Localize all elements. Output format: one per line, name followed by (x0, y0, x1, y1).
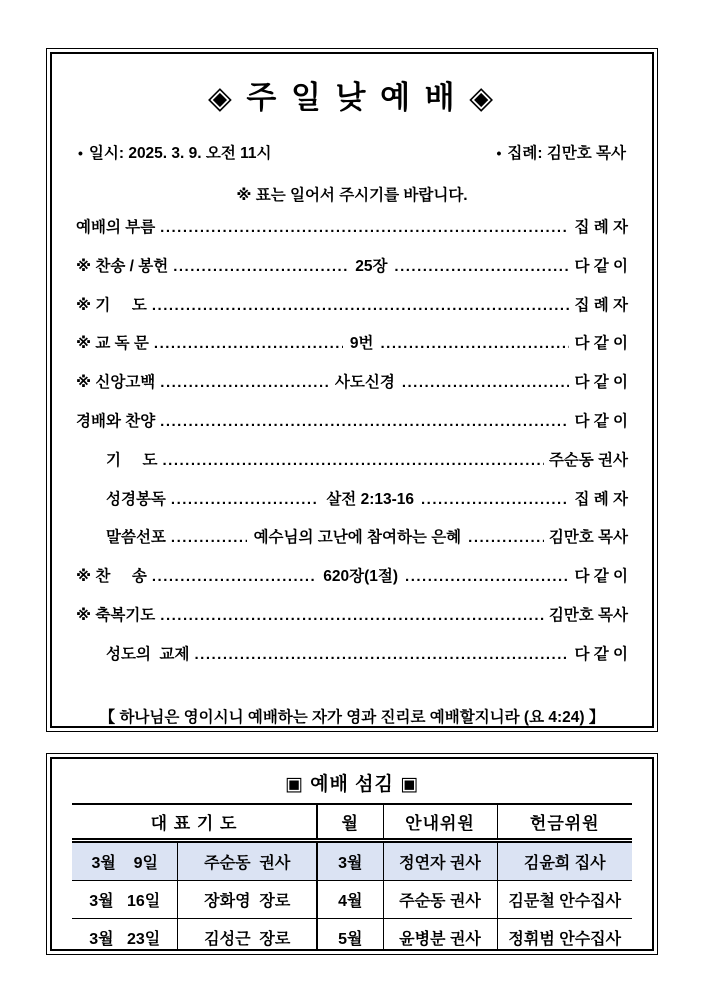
service-item-label: ※ 교 독 문 (76, 335, 149, 353)
dot-leader (171, 491, 319, 509)
service-item-person: 김만호 목사 (548, 606, 628, 624)
service-item-label: ※ 기 도 (76, 296, 147, 314)
service-item-person: 다 같 이 (574, 335, 628, 353)
scripture-quote: 【 하나님은 영이시니 예배하는 자가 영과 진리로 예배할지니라 (요 4:24) 】 (99, 708, 605, 726)
cell-prayer-person: 장화영 장로 (178, 881, 317, 919)
dot-leader (160, 219, 569, 237)
service-line (76, 293, 628, 332)
service-item-detail: 25장 (355, 257, 388, 275)
column-header-offering: 헌금위원 (497, 804, 632, 841)
cell-usher-person: 주순동 권사 (383, 881, 497, 919)
service-item-person: 집 례 자 (574, 296, 628, 314)
service-item-person: 다 같 이 (574, 374, 628, 392)
dot-leader (394, 258, 569, 276)
table-row (72, 919, 632, 952)
service-item-detail: 620장(1절) (323, 568, 399, 586)
service-line (76, 331, 628, 370)
service-item-label: 예배의 부름 (76, 219, 156, 236)
dot-leader (160, 413, 569, 431)
cell-prayer-person: 주순동 권사 (178, 841, 317, 881)
dot-leader (154, 335, 343, 353)
service-line (76, 215, 628, 254)
dot-leader (405, 568, 569, 586)
dot-leader (152, 568, 316, 586)
service-line (76, 603, 628, 642)
service-item-person: 다 같 이 (574, 645, 628, 663)
service-item-label: 말씀선포 (106, 529, 166, 547)
service-item-detail: 예수님의 고난에 참여하는 은혜 (253, 529, 462, 547)
cell-month: 3월 (317, 841, 383, 881)
service-item-person: 다 같 이 (574, 257, 628, 275)
service-datetime (78, 141, 272, 163)
dot-leader (152, 297, 570, 315)
column-header-representative-prayer: 대 표 기 도 (72, 804, 317, 841)
service-item-detail: 9번 (349, 335, 374, 353)
cell-prayer-date: 3월 23일 (72, 919, 178, 952)
worship-order-box-inner (50, 52, 654, 728)
service-item-person: 다 같 이 (574, 412, 628, 430)
cell-prayer-date: 3월 16일 (72, 881, 178, 919)
cell-offering-person: 정휘범 안수집사 (497, 919, 632, 952)
service-item-label: 성경봉독 (106, 490, 166, 508)
service-item-label: 경배와 찬양 (76, 412, 156, 430)
service-item-label: 기 도 (106, 451, 158, 469)
dot-leader (380, 335, 569, 353)
stand-note: ※ 표는 일어서 주시기를 바랍니다. (236, 187, 468, 204)
service-line (76, 642, 628, 681)
dot-leader (402, 374, 570, 392)
service-datetime-text: 일시: 2025. 3. 9. 오전 11시 (88, 145, 272, 162)
dot-leader (173, 258, 348, 276)
service-item-person: 다 같 이 (574, 568, 628, 586)
service-item-label: 성도의 교제 (106, 645, 190, 663)
bullet-icon: • (78, 145, 83, 161)
service-item-person: 집 례 자 (574, 490, 628, 508)
cell-month: 5월 (317, 919, 383, 952)
service-item-detail: 살전 2:13-16 (326, 490, 415, 508)
service-order-list (76, 215, 628, 681)
dot-leader (468, 529, 544, 547)
service-item-person: 집 례 자 (574, 219, 628, 236)
cell-usher-person: 정연자 권사 (383, 841, 497, 881)
service-line (76, 448, 628, 487)
service-line (76, 525, 628, 564)
serving-table-header-row (72, 804, 632, 841)
service-line (76, 254, 628, 293)
table-row (72, 841, 632, 881)
serving-title: ▣ 예배 섬김 ▣ (284, 774, 420, 795)
service-officiant-text: 집례: 김만호 목사 (507, 145, 626, 162)
service-item-label: ※ 축복기도 (76, 606, 156, 624)
dot-leader (171, 529, 247, 547)
dot-leader (160, 374, 328, 392)
cell-month: 4월 (317, 881, 383, 919)
cell-offering-person: 김윤희 집사 (497, 841, 632, 881)
cell-prayer-date: 3월 9일 (72, 841, 178, 881)
worship-order-box (46, 48, 658, 732)
service-item-detail: 사도신경 (334, 374, 395, 392)
service-line (76, 409, 628, 448)
service-line (76, 564, 628, 603)
service-item-label: ※ 찬 송 (76, 568, 147, 586)
service-item-label: ※ 찬송 / 봉헌 (76, 257, 169, 275)
service-line (76, 370, 628, 409)
service-line (76, 487, 628, 526)
serving-table (72, 803, 632, 951)
service-item-person: 김만호 목사 (548, 529, 628, 547)
bullet-icon: • (496, 145, 502, 161)
service-info-row (76, 141, 628, 163)
cell-usher-person: 윤병분 권사 (383, 919, 497, 952)
dot-leader (160, 607, 544, 625)
column-header-ushers: 안내위원 (383, 804, 497, 841)
dot-leader (421, 491, 569, 509)
dot-leader (162, 452, 543, 470)
cell-prayer-person: 김성근 장로 (178, 919, 317, 952)
serving-box-inner (50, 757, 654, 951)
service-officiant (497, 141, 627, 163)
dot-leader (194, 646, 569, 664)
service-item-label: ※ 신앙고백 (76, 374, 156, 392)
column-header-month: 월 (317, 804, 383, 841)
table-row (72, 881, 632, 919)
serving-box (46, 753, 658, 955)
cell-offering-person: 김문철 안수집사 (497, 881, 632, 919)
page-title: ◈ 주 일 낮 예 배 ◈ (207, 80, 497, 115)
service-item-person: 주순동 권사 (548, 451, 628, 469)
